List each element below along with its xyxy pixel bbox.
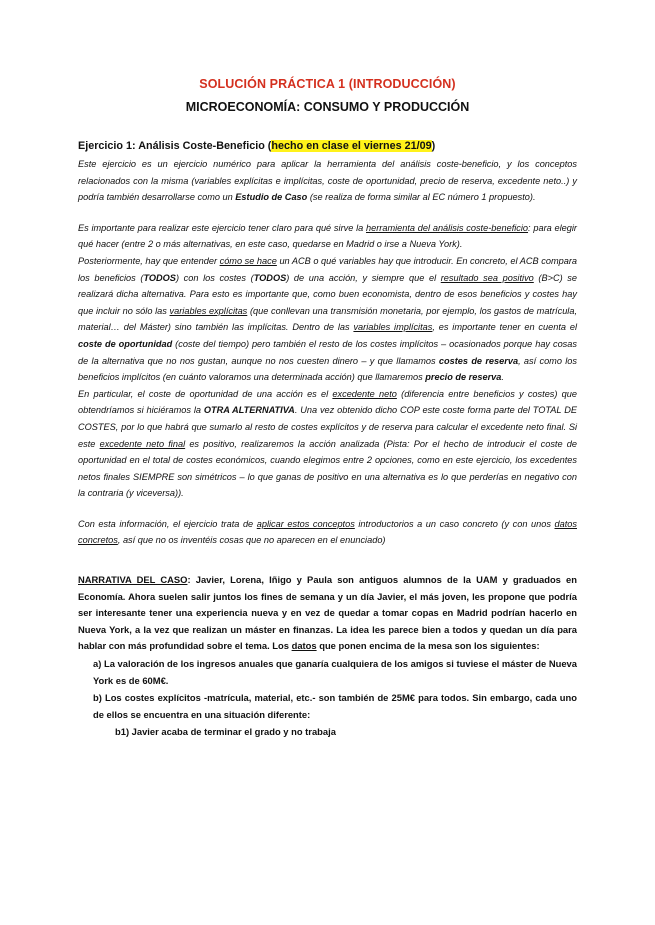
list-item-b: b) Los costes explícitos -matrícula, material, etc.- son también de 25M€ para todos. Sin embargo, cada uno de ellos se encuentra en una situación diferente: [93, 692, 577, 720]
highlighted-date: hecho en clase el viernes 21/09 [271, 140, 432, 152]
intro-paragraph-2: Es importante para realizar este ejercicio tener claro para qué sirve la herramienta del análisis coste-beneficio: para elegir qué hacer (entre 2 o más alternativas, en este caso, quedarse en Madrid o irse a Nueva York). [78, 222, 577, 250]
list-item-b1: b1) Javier acaba de terminar el grado y no trabaja [115, 726, 336, 738]
narrative-label: NARRATIVA DEL CASO [78, 574, 188, 586]
intro-paragraph-1: Este ejercicio es un ejercicio numérico para aplicar la herramienta del análisis coste-beneficio, y los conceptos relacionados con la misma (variables explícitas e implícitas, coste de oportunidad, precio de reserva, excedente neto..) y podría también desarrollarse como un Estudio de Caso (se realiza de forma similar al EC número 1 propuesto). [78, 159, 577, 203]
case-narrative: NARRATIVA DEL CASO: Javier, Lorena, Iñigo y Paula son antiguos alumnos de la UAM y graduados en Economía. Ahora suelen salir juntos los fines de semana y un día Javier, el más joven, les propone que podría ser interesante tener una experiencia nueva y en vez de quedar a tomar copas en Madrid podrían hacerlo en Nueva York, a la vez que realizan un máster en finanzas. La idea les parece bien a todos y quedan un día para hablar con más profundidad sobre el tema. Los datos que ponen encima de la mesa son los siguientes: [78, 574, 577, 652]
document-subtitle: MICROECONOMÍA: CONSUMO Y PRODUCCIÓN [185, 100, 470, 114]
exercise-title: Ejercicio 1: Análisis Coste-Beneficio (hecho en clase el viernes 21/09) [78, 140, 436, 152]
document-page [0, 77, 655, 925]
intro-paragraph-4: En particular, el coste de oportunidad de una acción es el excedente neto (diferencia entre beneficios y costes) que obtendríamos si hiciéramos la OTRA ALTERNATIVA. Una vez obtenido dicho COP este coste forma parte del TOTAL DE COSTES, por lo que habrá que sumarlo al resto de costes explícitos y de reserva para calcular el excedente neto final. Si este excedente neto final es positivo, realizaremos la acción analizada (Pista: Por el hecho de introducir el coste de oportunidad en el total de costes económicos, cuando elegimos entre 2 opciones, como en este ejercicio, los excedentes netos finales SIEMPRE son simétricos – lo que ganas de positivo en una alternativa es lo que perderías en negativo con la contraria (y viceversa)). [78, 388, 578, 499]
intro-paragraph-3: Posteriormente, hay que entender cómo se hace un ACB o qué variables hay que introducir. En concreto, el ACB compara los beneficios (TODOS) con los costes (TODOS) de una acción, y siempre que el resultado sea positivo (B>C) se realizará dicha alternativa. Para esto es importante que, como buen economista, dentro de esos beneficios y costes hay que incluir no sólo las variables explícitas (que conllevan una transmisión monetaria, por ejemplo, los gastos de matrícula, material… del Máster) sino también las implícitas. Dentro de las variables implícitas, es importante tener en cuenta el coste de oportunidad (coste del tiempo) pero también el resto de los costes implícitos – ocasionados porque hay cosas de la alternativa que no nos gustan, aunque no nos cuesten dinero – y que llamamos costes de reserva, así como los beneficios implícitos (en cuánto valoramos una determinada acción) que llamaremos precio de reserva. [78, 255, 578, 383]
list-item-a: a) La valoración de los ingresos anuales que ganaría cualquiera de los amigos si tuviese el máster de Nueva York es de 60M€. [93, 658, 577, 686]
document-title: SOLUCIÓN PRÁCTICA 1 (INTRODUCCIÓN) [199, 77, 456, 91]
intro-paragraph-5: Con esta información, el ejercicio trata de aplicar estos conceptos introductorios a un caso concreto (y con unos datos concretos, así que no os inventéis cosas que no aparecen en el enunciado) [78, 518, 577, 546]
